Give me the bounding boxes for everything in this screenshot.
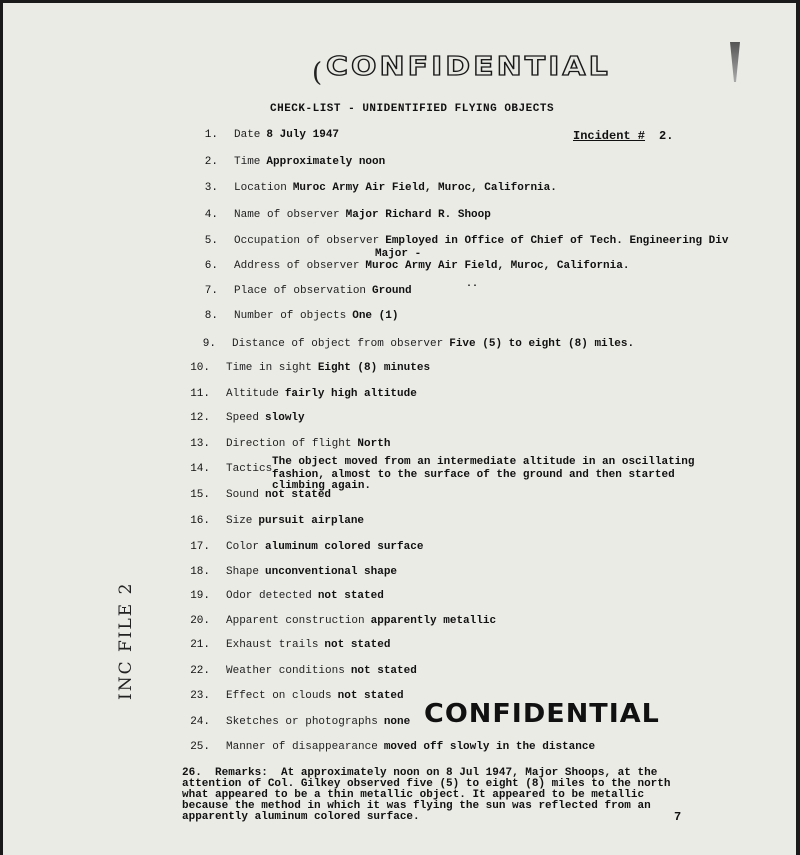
item-value: slowly: [265, 412, 305, 424]
checklist-item: [190, 362, 430, 375]
item-value: not stated: [317, 590, 384, 602]
checklist-item: [190, 515, 364, 528]
item-value: Eight (8) minutes: [317, 362, 431, 374]
side-file-label: INC FILE 2: [116, 581, 136, 700]
checklist-item: [190, 388, 417, 401]
checklist-item: [204, 209, 491, 222]
page-number: 7: [674, 810, 682, 824]
item-number: 19.: [190, 590, 210, 602]
item-label: Name of observer: [234, 209, 340, 221]
checklist-item: [204, 260, 629, 273]
incident-label: Incident #: [573, 129, 646, 143]
scan-border-left: [0, 0, 3, 855]
item-value: Approximately noon: [266, 156, 386, 168]
remarks-line: what appeared to be a thin metallic object. It appeared to be metallic: [182, 789, 645, 801]
item-label: Speed: [226, 412, 260, 424]
item-number: 11.: [190, 388, 210, 400]
item-number: 15.: [190, 489, 210, 501]
item-number: 10.: [190, 362, 210, 374]
checklist-item: [190, 438, 390, 451]
remarks-line: attention of Col. Gilkey observed five (5) to eight (8) miles to the north: [182, 778, 671, 790]
checklist-item: [190, 463, 278, 476]
item-value: not stated: [350, 665, 417, 677]
remarks-block: [182, 767, 671, 823]
item-number: 13.: [190, 438, 210, 450]
item-label: Exhaust trails: [226, 639, 319, 651]
incident-number: [573, 129, 673, 143]
checklist-item: [190, 615, 496, 628]
item-label: Color: [226, 541, 260, 553]
item-number: 12.: [190, 412, 210, 424]
item-number: 1.: [204, 129, 218, 141]
checklist-item: [190, 566, 397, 579]
confidential-stamp-bottom: CONFIDENTIAL: [424, 699, 660, 729]
checklist-item: [204, 129, 339, 142]
item-number: 23.: [190, 690, 210, 702]
item-number: 4.: [204, 209, 218, 221]
item-value: Muroc Army Air Field, Muroc, California.: [365, 260, 630, 272]
item-value: not stated: [265, 489, 332, 501]
item-label: Altitude: [226, 388, 279, 400]
item-value: Major Richard R. Shoop: [345, 209, 491, 221]
remarks-number: 26.: [182, 767, 202, 779]
item-value: Five (5) to eight (8) miles.: [449, 338, 635, 350]
item-number: 16.: [190, 515, 210, 527]
item-label: Date: [234, 129, 261, 141]
item-number: 18.: [190, 566, 210, 578]
item-value: Ground: [372, 285, 412, 297]
checklist-item: [190, 412, 305, 425]
item-number: 21.: [190, 639, 210, 651]
item-number: 5.: [204, 235, 218, 247]
item-value: Employed in Office of Chief of Tech. Engineering Div: [385, 235, 729, 247]
incident-value: 2.: [659, 129, 674, 143]
item-number: 17.: [190, 541, 210, 553]
item-value: moved off slowly in the distance: [383, 741, 596, 753]
item-number: 8.: [204, 310, 218, 322]
scan-border-top: [0, 0, 800, 3]
checklist-item: [204, 156, 385, 169]
item-number: 14.: [190, 463, 210, 475]
checklist-item: [190, 716, 410, 729]
item-number: 2.: [204, 156, 218, 168]
item-number: 22.: [190, 665, 210, 677]
scan-artifact-mark: [730, 42, 740, 82]
item-value: apparently metallic: [370, 615, 497, 627]
item-value: Muroc Army Air Field, Muroc, California.: [292, 182, 557, 194]
item-number: 7.: [204, 285, 218, 297]
item-number: 9.: [202, 338, 216, 350]
tactics-line: climbing again.: [272, 480, 372, 492]
checklist-item: [190, 639, 390, 652]
checklist-item: [202, 338, 634, 351]
tactics-line: The object moved from an intermediate altitude in an oscillating: [272, 456, 695, 468]
item-number: 6.: [204, 260, 218, 272]
item-label: Location: [234, 182, 287, 194]
occupation-note: Major -: [375, 248, 422, 260]
item-label: Place of observation: [234, 285, 367, 297]
item-number: 25.: [190, 741, 210, 753]
item-number: 3.: [204, 182, 218, 194]
item-label: Address of observer: [234, 260, 360, 272]
item-value: not stated: [324, 639, 391, 651]
item-value: 8 July 1947: [266, 129, 340, 141]
item-value: pursuit airplane: [258, 515, 365, 527]
checklist-item: [190, 541, 423, 554]
item-value: aluminum colored surface: [265, 541, 424, 553]
item-label: Manner of disappearance: [226, 741, 378, 753]
confidential-stamp-top: CONFIDENTIAL: [326, 52, 611, 82]
item-number: 24.: [190, 716, 210, 728]
item-label: Effect on clouds: [226, 690, 332, 702]
checklist-item: [204, 235, 729, 248]
item-label: Time in sight: [226, 362, 312, 374]
checklist-item: [190, 741, 595, 754]
item-label: Sound: [226, 489, 260, 501]
checklist-item: [190, 665, 417, 678]
item-label: Number of objects: [234, 310, 347, 322]
item-label: Apparent construction: [226, 615, 365, 627]
handwritten-tick: ··: [466, 281, 479, 292]
page-title: CHECK-LIST - UNIDENTIFIED FLYING OBJECTS: [270, 103, 555, 115]
scan-border-right: [796, 0, 800, 855]
item-label: Direction of flight: [226, 438, 352, 450]
item-value: unconventional shape: [265, 566, 398, 578]
item-label: Shape: [226, 566, 260, 578]
item-value: fairly high altitude: [284, 388, 417, 400]
checklist-item: [204, 182, 557, 195]
item-number: 20.: [190, 615, 210, 627]
item-label: Size: [226, 515, 253, 527]
item-label: Odor detected: [226, 590, 312, 602]
checklist-item: [204, 285, 412, 298]
item-label: Weather conditions: [226, 665, 345, 677]
remarks-line: because the method in which it was flying the sun was reflected from an: [182, 800, 651, 812]
item-value: North: [357, 438, 391, 450]
remarks-text: At approximately noon on 8 Jul 1947, Major Shoops, at the: [281, 767, 658, 779]
remarks-label: Remarks:: [215, 767, 268, 779]
item-label: Tactics: [226, 463, 273, 475]
checklist-item: [190, 590, 384, 603]
item-value: One (1): [352, 310, 399, 322]
item-label: Sketches or photographs: [226, 716, 378, 728]
stamp-paren: (: [312, 58, 323, 88]
tactics-line: fashion, almost to the surface of the ground and then started: [272, 469, 675, 481]
checklist-item: [190, 690, 404, 703]
item-label: Occupation of observer: [234, 235, 380, 247]
item-label: Distance of object from observer: [232, 338, 444, 350]
remarks-line: apparently aluminum colored surface.: [182, 811, 420, 823]
item-value: not stated: [337, 690, 404, 702]
item-value: none: [383, 716, 411, 728]
checklist-item: [204, 310, 398, 323]
item-label: Time: [234, 156, 261, 168]
